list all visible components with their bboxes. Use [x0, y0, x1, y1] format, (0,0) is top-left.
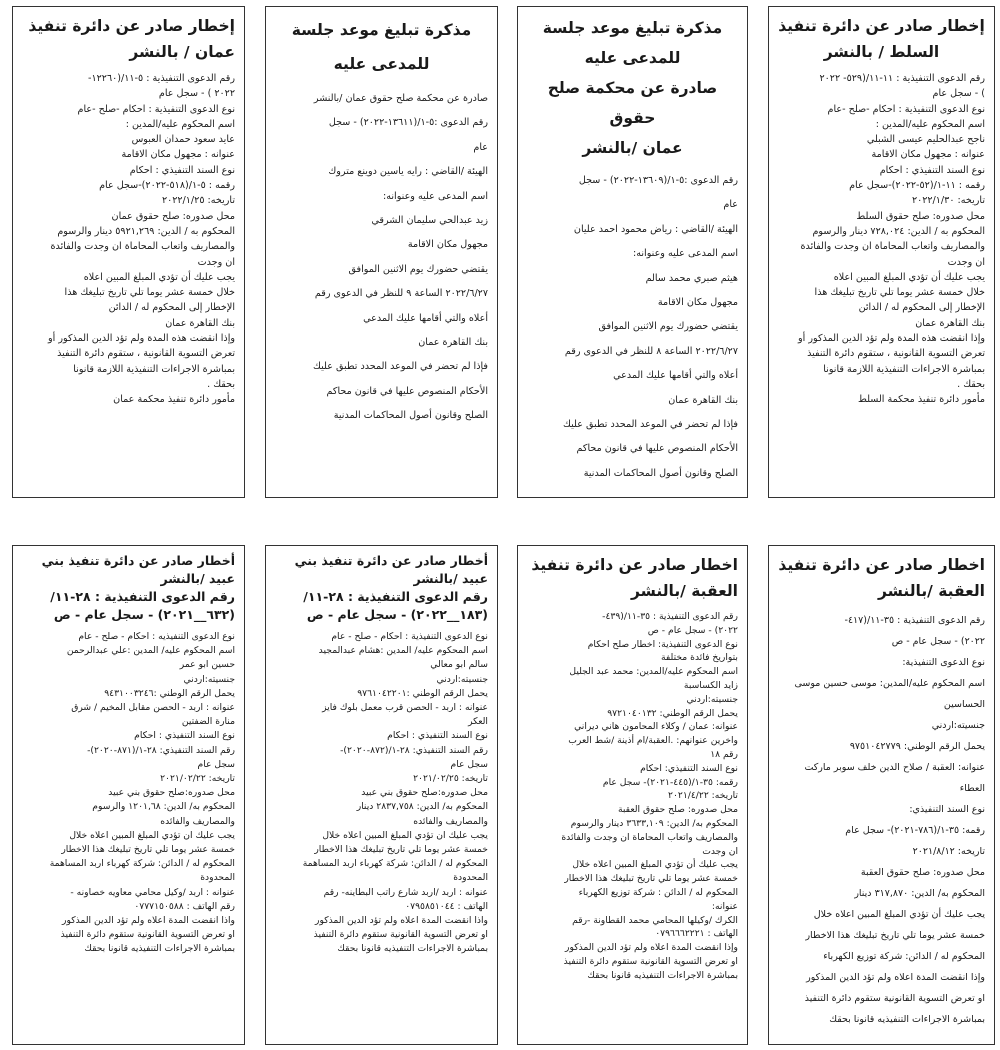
- notice-body: نوع الدعوى التنفيذيه : احكام - صلح - عام اسم المحكوم عليه/ المدين :علي عبدالرحمن حسين ابو عمر جنسيته:اردني يحمل الرقم الوطني :٩٤٣١٠٠٣٢٤٦ عنوانه : اربد - الحصن مقابل المخيم / شرق منارة الضفتين نوع السند التنفيذي : احكام رقم السند التنفيذي: ٢٨-١/(٨٧١-٢٠٢٠)- سجل عام تاريخه: ٢٠٢١/٠٢/٢٢ محل صدوره:صلح حقوق بني عبيد المحكوم به/ الدين: ١٢٠١,٦٨ والرسوم والمصاريف والفائده يجب عليك ان تؤدي المبلغ المبين اعلاه خلال خمسة عشر يوما تلي تاريخ تبليغك هذا الاخطار المحكوم له / الدائن: شركة كهرباء اربد المساهمة المحدودة عنوانه : اربد /وكيل محامي معاويه خصاونه - رقم الهاتف : ٠٧٧٧١٥٠٥٨٨ واذا انقضت المدة اعلاه ولم تؤد الدين المذكور او تعرض التسوية القانونية ستقوم دائرة التنفيذ بمباشرة الاجراءات التنفيذيه قانونا بحقك: [49, 631, 235, 955]
- notice-title: مذكرة تبليغ موعد جلسة للمدعى عليه: [291, 21, 472, 73]
- notice-aqaba-execution-2: [517, 545, 748, 1045]
- notice-title: اخطار صادر عن دائرة تنفيذ العقبة /بالنشر: [531, 556, 738, 600]
- notice-title: مذكرة تبليغ موعد جلسة للمدعى عليه صادرة عن محكمة صلح حقوق عمان /بالنشر: [542, 19, 723, 157]
- notice-body: رقم الدعوى التنفيذية : ١١-١١/(٥٢٩- ٢٠٢٢ ) - سجل عام نوع الدعوى التنفيذية : احكام -صلح -عام اسم المحكوم عليه/المدين : ناجح عبدالحليم عيسى الشبلي عنوانه : مجهول مكان الاقامة نوع السند التنفيذي : احكام رقمه : ١١-١/(٥٢-٢٠٢٢)-سجل عام تاريخه: ٢٠٢٢/١/٣٠ محل صدوره: صلح حقوق السلط المحكوم به / الدين: ٧٢٨,٠٢٤ دينار والرسوم والمصاريف واتعاب المحاماة ان وجدت والفائدة ان وجدت يجب عليك أن تؤدي المبلغ المبين اعلاه خلال خمسة عشر يوما تلي تاريخ تبليغك هذا الإخطار إلى المحكوم له / الدائن بنك القاهرة عمان وإذا انقضت هذه المدة ولم تؤد الدين المذكور أو تعرض التسوية القانونية ، ستقوم دائرة التنفيذ بمباشرة الاجراءات التنفيذية اللازمة قانونا بحقك . مأمور دائرة تنفيذ محكمة السلط: [798, 73, 985, 406]
- notice-bani-obeid-execution-2: [12, 545, 245, 1045]
- notice-bani-obeid-execution-1: [265, 545, 498, 1045]
- notice-amman-session-1: [517, 6, 748, 498]
- notice-salt-execution: [768, 6, 995, 498]
- notice-body: رقم الدعوى التنفيذية : ٣٥-١١/(٤٣٩- ٢٠٢٢) - سجل عام - ص نوع الدعوى التنفيذية: اخطار صلح احكام بتواريخ فائدة مختلفة اسم المحكوم عليه/المدين: محمد عبد الجليل زايد الكساسبة جنسيته:اردني يحمل الرقم الوطني: ٩٧٢١٠٤٠١٣٢ عنوانه: عمان / وكلاء المحامون هاني ديراني واخرين عنوانهم: .العقبة/ام أذينة /شط العرب رقم ١٨ نوع السند التنفيذي: احكام رقمه: ٣٥-١/(٤٤٥-٢٠٢١)- سجل عام تاريخه: ٢٠٢١/٤/٢٢ محل صدوره: صلح حقوق العقبة المحكوم به/ الدين: ٣٦٣٣,١٠٩ دينار والرسوم والمصاريف واتعاب المحاماة ان وجدت والفائدة ان وجدت يجب عليك أن تؤدي المبلغ المبين اعلاه خلال خمسة عشر يوما تلي تاريخ تبليغك هذا الاخطار المحكوم له / الدائن : شركة توزيع الكهرباء عنوانه: الكرك /وكيلها المحامي محمد القطاونة -رقم الهاتف : ٠٧٩٦٦٦٢٢٢١ وإذا انقضت المدة اعلاه ولم تؤد الدين المذكور او تعرض التسوية القانونية ستقوم دائرة التنفيذ بمباشرة الاجراءات التنفيذيه قانونا بحقك: [561, 611, 738, 981]
- notice-amman-execution: [12, 6, 245, 498]
- notice-title: إخطار صادر عن دائرة تنفيذ عمان / بالنشر: [28, 17, 235, 61]
- notice-title: إخطار صادر عن دائرة تنفيذ السلط / بالنشر: [778, 17, 985, 61]
- notice-amman-session-2: [265, 6, 498, 498]
- notice-body: نوع الدعوى التنفيذية : احكام - صلح - عام اسم المحكوم عليه/ المدين :هشام عبدالمجيد سالم ابو معالي جنسيته:اردني يحمل الرقم الوطني :٩٧٦١٠٤٢٢٠١ عنوانه : اربد - الحصن قرب معمل بلوك فايز العكر نوع السند التنفيذي : احكام رقم السند التنفيذي: ٢٨-١/(٨٧٢-٢٠٢٠)- سجل عام تاريخه: ٢٠٢١/٠٢/٢٥ محل صدوره:صلح حقوق بني عبيد المحكوم به/ الدين: ٢٨٣٧,٧٥٨ دينار والمصاريف والفائده يجب عليك ان تؤدي المبلغ المبين اعلاه خلال خمسة عشر يوما تلي تاريخ تبليغك هذا الاخطار المحكوم له / الدائن: شركة كهرباء اربد المساهمة المحدودة عنوانه : اربد /اربد شارع راتب البطاينه- رقم الهاتف : ٠٧٩٥٨٥١٠٤٤ واذا انقضت المدة اعلاه ولم تؤد الدين المذكور او تعرض التسوية القانونية ستقوم دائرة التنفيذ بمباشرة الاجراءات التنفيذيه قانونا بحقك: [302, 631, 488, 955]
- notice-body: رقم الدعوى التنفيذية : ٥-١١/(١٢٢٦٠- ٢٠٢٢ ) - سجل عام نوع الدعوى التنفيذية : احكام -صلح -عام اسم المحكوم عليه/المدين : عايد سعود حمدان العبوس عنوانه : مجهول مكان الاقامة نوع السند التنفيذي : احكام رقمه : ٥-١/(٥١٨-٢٠٢٢)-سجل عام تاريخه: ٢٠٢٢/١/٢٥ محل صدوره: صلح حقوق عمان المحكوم به / الدين: ٥٩٢١,٢٦٩ دينار والرسوم والمصاريف واتعاب المحاماة ان وجدت والفائدة ان وجدت يجب عليك أن تؤدي المبلغ المبين اعلاه خلال خمسة عشر يوما تلي تاريخ تبليغك هذا الإخطار إلى المحكوم له / الدائن بنك القاهرة عمان وإذا انقضت هذه المدة ولم تؤد الدين المذكور أو تعرض التسوية القانونية ، ستقوم دائرة التنفيذ بمباشرة الاجراءات التنفيذية اللازمة قانونا بحقك . مأمور دائرة تنفيذ محكمة عمان: [48, 73, 235, 406]
- notice-aqaba-execution-1: [768, 545, 995, 1045]
- notice-title: أخطار صادر عن دائرة تنفيذ بني عبيد /بالنشر رقم الدعوى التنفيذية : ٢٨-١١/ (١٨٣__٢٠٢٢) - سجل عام - ص: [294, 553, 488, 622]
- notice-title: أخطار صادر عن دائرة تنفيذ بني عبيد /بالنشر رقم الدعوى التنفيذية : ٢٨-١١/ (٦٣٢__٢٠٢١) - سجل عام - ص: [41, 553, 235, 622]
- notice-body: رقم الدعوى التنفيذية : ٣٥-١١/(٤١٧- ٢٠٢٢) - سجل عام - ص نوع الدعوى التنفيذية: اسم المحكوم عليه/المدين: موسى حسين موسى الحساسين جنسيته:اردني يحمل الرقم الوطني: ٩٧٥١٠٤٢٧٧٩ عنوانه: العقبة / صلاح الدين خلف سوبر ماركت العطاء نوع السند التنفيذي: رقمه: ٣٥-١/(٧٨٦-٢٠٢١)- سجل عام تاريخه: ٢٠٢١/٨/١٢ محل صدوره: صلح حقوق العقبة المحكوم به/ الدين: ٣١٧,٨٧٠ دينار يجب عليك أن تؤدي المبلغ المبين اعلاه خلال خمسة عشر يوما تلي تاريخ تبليغك هذا الاخطار المحكوم له / الدائن: شركة توزيع الكهرباء وإذا انقضت المدة اعلاه ولم تؤد الدين المذكور او تعرض التسوية القانونية ستقوم دائرة التنفيذ بمباشرة الاجراءات التنفيذيه قانونا بحقك: [794, 615, 985, 1025]
- notice-title: اخطار صادر عن دائرة تنفيذ العقبة /بالنشر: [778, 556, 985, 600]
- notice-body: صادرة عن محكمة صلح حقوق عمان /بالنشر رقم الدعوى :٥-١/(١٣٦١١-٢٠٢٢) - سجل عام الهيئة /القاضي : رايه ياسين دوينع متروك اسم المدعى عليه وعنوانه: زيد عبدالحي سليمان الشرقي مجهول مكان الاقامة يقتضي حضورك يوم الاثنين الموافق ٢٠٢٢/٦/٢٧ الساعة ٩ للنظر في الدعوى رقم أعلاه والتي أقامها عليك المدعي بنك القاهرة عمان فإذا لم تحضر في الموعد المحدد تطبق عليك الأحكام المنصوص عليها في قانون محاكم الصلح وقانون أصول المحاكمات المدنية: [313, 93, 488, 422]
- notice-body: رقم الدعوى :٥-١/(١٣٦٠٩-٢٠٢٢) - سجل عام الهيئة /القاضي : رياض محمود احمد عليان اسم المدعى عليه وعنوانه: هيثم صبري محمد سالم مجهول مكان الاقامة يقتضي حضورك يوم الاثنين الموافق ٢٠٢٢/٦/٢٧ الساعة ٨ للنظر في الدعوى رقم أعلاه والتي أقامها عليك المدعي بنك القاهرة عمان فإذا لم تحضر في الموعد المحدد تطبق عليك الأحكام المنصوص عليها في قانون محاكم الصلح وقانون أصول المحاكمات المدنية: [563, 175, 738, 479]
